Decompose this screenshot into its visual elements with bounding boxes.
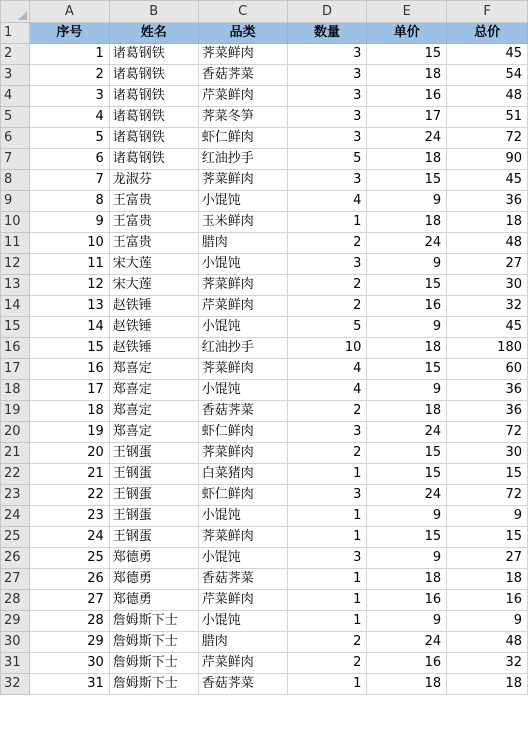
row-number-24[interactable]: 24	[1, 506, 30, 527]
cell[interactable]: 23	[29, 506, 109, 527]
cell[interactable]: 香菇荠菜	[198, 674, 287, 695]
cell[interactable]: 詹姆斯下士	[109, 632, 198, 653]
cell[interactable]: 红油抄手	[198, 338, 287, 359]
table-row	[1, 506, 528, 527]
cell[interactable]: 54	[447, 65, 528, 86]
cell[interactable]: 8	[29, 191, 109, 212]
column-header-f[interactable]: F	[447, 1, 528, 23]
cell[interactable]: 王富贵	[109, 191, 198, 212]
cell[interactable]: 2	[287, 233, 367, 254]
cell[interactable]: 詹姆斯下士	[109, 611, 198, 632]
cell[interactable]: 小馄饨	[198, 548, 287, 569]
table-row	[1, 170, 528, 191]
row-number-1[interactable]: 1	[1, 23, 30, 44]
row-number-23[interactable]: 23	[1, 485, 30, 506]
cell[interactable]: 2	[287, 275, 367, 296]
cell[interactable]: 20	[29, 443, 109, 464]
table-row	[1, 590, 528, 611]
row-number-29[interactable]: 29	[1, 611, 30, 632]
cell[interactable]: 小馄饨	[198, 611, 287, 632]
cell[interactable]: 24	[29, 527, 109, 548]
cell[interactable]: 32	[447, 296, 528, 317]
cell[interactable]: 11	[29, 254, 109, 275]
row-number-11[interactable]: 11	[1, 233, 30, 254]
cell[interactable]: 芹菜鲜肉	[198, 296, 287, 317]
row-number-32[interactable]: 32	[1, 674, 30, 695]
cell[interactable]: 龙淑芬	[109, 170, 198, 191]
table-row	[1, 359, 528, 380]
cell[interactable]: 18	[367, 149, 447, 170]
cell[interactable]: 19	[29, 422, 109, 443]
cell[interactable]: 香菇荠菜	[198, 401, 287, 422]
cell[interactable]: 4	[29, 107, 109, 128]
cell[interactable]: 王钢蛋	[109, 527, 198, 548]
cell[interactable]: 24	[367, 422, 447, 443]
header-cell[interactable]: 数量	[287, 23, 367, 44]
table-row	[1, 380, 528, 401]
cell[interactable]: 腊肉	[198, 632, 287, 653]
cell[interactable]: 9	[367, 506, 447, 527]
cell[interactable]: 22	[29, 485, 109, 506]
cell[interactable]: 31	[29, 674, 109, 695]
cell[interactable]: 2	[287, 632, 367, 653]
cell[interactable]: 荠菜鲜肉	[198, 170, 287, 191]
cell[interactable]: 30	[447, 275, 528, 296]
cell[interactable]: 16	[367, 296, 447, 317]
cell[interactable]: 诸葛钢铁	[109, 128, 198, 149]
cell[interactable]: 小馄饨	[198, 506, 287, 527]
table-row	[1, 674, 528, 695]
cell[interactable]: 48	[447, 86, 528, 107]
table-row	[1, 443, 528, 464]
cell[interactable]: 29	[29, 632, 109, 653]
header-cell[interactable]: 单价	[367, 23, 447, 44]
cell[interactable]: 红油抄手	[198, 149, 287, 170]
row-number-30[interactable]: 30	[1, 632, 30, 653]
cell[interactable]: 郑德勇	[109, 548, 198, 569]
cell[interactable]: 17	[29, 380, 109, 401]
cell[interactable]: 王钢蛋	[109, 464, 198, 485]
cell[interactable]: 1	[29, 44, 109, 65]
table-row	[1, 485, 528, 506]
cell[interactable]: 16	[29, 359, 109, 380]
table-row	[1, 65, 528, 86]
row-number-19[interactable]: 19	[1, 401, 30, 422]
cell[interactable]: 15	[367, 464, 447, 485]
cell[interactable]: 4	[287, 191, 367, 212]
table-row	[1, 128, 528, 149]
cell[interactable]: 48	[447, 233, 528, 254]
cell[interactable]: 郑德勇	[109, 590, 198, 611]
cell[interactable]: 赵铁锤	[109, 317, 198, 338]
cell[interactable]: 3	[287, 65, 367, 86]
cell[interactable]: 1	[287, 506, 367, 527]
cell[interactable]: 72	[447, 422, 528, 443]
cell[interactable]: 13	[29, 296, 109, 317]
cell[interactable]: 15	[447, 527, 528, 548]
cell[interactable]: 荠菜冬笋	[198, 107, 287, 128]
cell[interactable]: 30	[447, 443, 528, 464]
table-row	[1, 338, 528, 359]
cell[interactable]: 16	[447, 590, 528, 611]
table-row	[1, 611, 528, 632]
cell[interactable]: 4	[287, 380, 367, 401]
cell[interactable]: 郑喜定	[109, 401, 198, 422]
cell[interactable]: 1	[287, 611, 367, 632]
cell[interactable]: 9	[447, 611, 528, 632]
table-row	[1, 275, 528, 296]
cell[interactable]: 16	[367, 86, 447, 107]
cell[interactable]: 18	[367, 65, 447, 86]
row-number-20[interactable]: 20	[1, 422, 30, 443]
cell[interactable]: 2	[287, 443, 367, 464]
cell[interactable]: 郑德勇	[109, 569, 198, 590]
table-row	[1, 212, 528, 233]
cell[interactable]: 36	[447, 191, 528, 212]
row-number-10[interactable]: 10	[1, 212, 30, 233]
row-number-13[interactable]: 13	[1, 275, 30, 296]
column-header-a[interactable]: A	[29, 1, 109, 23]
row-number-31[interactable]: 31	[1, 653, 30, 674]
cell[interactable]: 腊肉	[198, 233, 287, 254]
cell[interactable]: 9	[29, 212, 109, 233]
cell[interactable]: 1	[287, 212, 367, 233]
cell[interactable]: 1	[287, 464, 367, 485]
cell[interactable]: 虾仁鲜肉	[198, 128, 287, 149]
cell[interactable]: 4	[287, 359, 367, 380]
cell[interactable]: 小馄饨	[198, 191, 287, 212]
cell[interactable]: 诸葛钢铁	[109, 149, 198, 170]
cell[interactable]: 2	[287, 401, 367, 422]
cell[interactable]: 3	[287, 485, 367, 506]
row-number-26[interactable]: 26	[1, 548, 30, 569]
cell[interactable]: 24	[367, 233, 447, 254]
cell[interactable]: 28	[29, 611, 109, 632]
cell[interactable]: 5	[287, 149, 367, 170]
table-row	[1, 149, 528, 170]
cell[interactable]: 15	[367, 527, 447, 548]
column-header-row	[1, 1, 528, 23]
cell[interactable]: 诸葛钢铁	[109, 44, 198, 65]
cell[interactable]: 180	[447, 338, 528, 359]
table-row	[1, 107, 528, 128]
table-row	[1, 548, 528, 569]
table-row	[1, 317, 528, 338]
row-number-2[interactable]: 2	[1, 44, 30, 65]
cell[interactable]: 王富贵	[109, 233, 198, 254]
cell[interactable]: 3	[287, 128, 367, 149]
cell[interactable]: 27	[447, 254, 528, 275]
table-row	[1, 401, 528, 422]
cell[interactable]: 荠菜鲜肉	[198, 275, 287, 296]
cell[interactable]: 1	[287, 569, 367, 590]
cell[interactable]: 27	[29, 590, 109, 611]
cell[interactable]: 香菇荠菜	[198, 569, 287, 590]
cell[interactable]: 诸葛钢铁	[109, 65, 198, 86]
cell[interactable]: 72	[447, 128, 528, 149]
cell[interactable]: 王钢蛋	[109, 485, 198, 506]
cell[interactable]: 2	[287, 653, 367, 674]
cell[interactable]: 15	[447, 464, 528, 485]
cell[interactable]: 2	[287, 296, 367, 317]
cell[interactable]: 45	[447, 44, 528, 65]
cell[interactable]: 虾仁鲜肉	[198, 422, 287, 443]
cell[interactable]: 24	[367, 128, 447, 149]
row-number-21[interactable]: 21	[1, 443, 30, 464]
cell[interactable]: 24	[367, 485, 447, 506]
cell[interactable]: 45	[447, 170, 528, 191]
cell[interactable]: 3	[287, 254, 367, 275]
cell[interactable]: 1	[287, 590, 367, 611]
cell[interactable]: 10	[287, 338, 367, 359]
cell[interactable]: 郑喜定	[109, 380, 198, 401]
column-header-b[interactable]: B	[109, 1, 198, 23]
row-number-6[interactable]: 6	[1, 128, 30, 149]
table-row	[1, 44, 528, 65]
cell[interactable]: 荠菜鲜肉	[198, 44, 287, 65]
row-number-17[interactable]: 17	[1, 359, 30, 380]
row-number-27[interactable]: 27	[1, 569, 30, 590]
cell[interactable]: 60	[447, 359, 528, 380]
cell[interactable]: 18	[367, 569, 447, 590]
cell[interactable]: 16	[367, 653, 447, 674]
cell[interactable]: 7	[29, 170, 109, 191]
table-row	[1, 527, 528, 548]
cell[interactable]: 小馄饨	[198, 254, 287, 275]
cell[interactable]: 18	[447, 212, 528, 233]
row-number-16[interactable]: 16	[1, 338, 30, 359]
cell[interactable]: 15	[367, 443, 447, 464]
cell[interactable]: 18	[367, 338, 447, 359]
cell[interactable]: 9	[367, 254, 447, 275]
table-row	[1, 632, 528, 653]
cell[interactable]: 1	[287, 674, 367, 695]
table-row	[1, 653, 528, 674]
cell[interactable]: 荠菜鲜肉	[198, 359, 287, 380]
table-header-row	[1, 23, 528, 44]
cell[interactable]: 27	[447, 548, 528, 569]
row-number-18[interactable]: 18	[1, 380, 30, 401]
cell[interactable]: 玉米鲜肉	[198, 212, 287, 233]
table-row	[1, 233, 528, 254]
table-row	[1, 464, 528, 485]
cell[interactable]: 3	[287, 86, 367, 107]
cell[interactable]: 王钢蛋	[109, 506, 198, 527]
cell[interactable]: 芹菜鲜肉	[198, 86, 287, 107]
table-row	[1, 191, 528, 212]
cell[interactable]: 荠菜鲜肉	[198, 527, 287, 548]
cell[interactable]: 诸葛钢铁	[109, 107, 198, 128]
cell[interactable]: 郑喜定	[109, 422, 198, 443]
cell[interactable]: 诸葛钢铁	[109, 86, 198, 107]
cell[interactable]: 9	[367, 611, 447, 632]
row-number-3[interactable]: 3	[1, 65, 30, 86]
cell[interactable]: 36	[447, 380, 528, 401]
row-number-22[interactable]: 22	[1, 464, 30, 485]
row-number-4[interactable]: 4	[1, 86, 30, 107]
row-number-9[interactable]: 9	[1, 191, 30, 212]
cell[interactable]: 詹姆斯下士	[109, 653, 198, 674]
cell[interactable]: 王富贵	[109, 212, 198, 233]
cell[interactable]: 9	[367, 380, 447, 401]
cell[interactable]: 72	[447, 485, 528, 506]
cell[interactable]: 12	[29, 275, 109, 296]
cell[interactable]: 51	[447, 107, 528, 128]
cell[interactable]: 10	[29, 233, 109, 254]
cell[interactable]: 赵铁锤	[109, 338, 198, 359]
cell[interactable]: 荠菜鲜肉	[198, 443, 287, 464]
cell[interactable]: 小馄饨	[198, 317, 287, 338]
cell[interactable]: 赵铁锤	[109, 296, 198, 317]
row-number-25[interactable]: 25	[1, 527, 30, 548]
cell[interactable]: 90	[447, 149, 528, 170]
row-number-12[interactable]: 12	[1, 254, 30, 275]
cell[interactable]: 3	[287, 548, 367, 569]
cell[interactable]: 2	[29, 65, 109, 86]
cell[interactable]: 宋大莲	[109, 275, 198, 296]
cell[interactable]: 香菇荠菜	[198, 65, 287, 86]
table-row	[1, 86, 528, 107]
cell[interactable]: 芹菜鲜肉	[198, 653, 287, 674]
cell[interactable]: 48	[447, 632, 528, 653]
cell[interactable]: 25	[29, 548, 109, 569]
select-all-corner[interactable]	[1, 1, 30, 23]
cell[interactable]: 5	[29, 128, 109, 149]
cell[interactable]: 宋大莲	[109, 254, 198, 275]
cell[interactable]: 26	[29, 569, 109, 590]
row-number-28[interactable]: 28	[1, 590, 30, 611]
row-number-15[interactable]: 15	[1, 317, 30, 338]
cell[interactable]: 郑喜定	[109, 359, 198, 380]
row-number-14[interactable]: 14	[1, 296, 30, 317]
cell[interactable]: 3	[287, 170, 367, 191]
cell[interactable]: 小馄饨	[198, 380, 287, 401]
cell[interactable]: 14	[29, 317, 109, 338]
row-number-7[interactable]: 7	[1, 149, 30, 170]
cell[interactable]: 18	[447, 569, 528, 590]
cell[interactable]: 9	[367, 191, 447, 212]
cell[interactable]: 3	[287, 44, 367, 65]
cell[interactable]: 9	[367, 548, 447, 569]
cell[interactable]: 30	[29, 653, 109, 674]
cell[interactable]: 21	[29, 464, 109, 485]
cell[interactable]: 18	[447, 674, 528, 695]
column-header-c[interactable]: C	[198, 1, 287, 23]
cell[interactable]: 45	[447, 317, 528, 338]
cell[interactable]: 17	[367, 107, 447, 128]
cell[interactable]: 1	[287, 527, 367, 548]
cell[interactable]: 白菜猪肉	[198, 464, 287, 485]
cell[interactable]: 15	[367, 170, 447, 191]
cell[interactable]: 3	[287, 107, 367, 128]
cell[interactable]: 3	[29, 86, 109, 107]
cell[interactable]: 16	[367, 590, 447, 611]
cell[interactable]: 9	[447, 506, 528, 527]
cell[interactable]: 虾仁鲜肉	[198, 485, 287, 506]
row-number-8[interactable]: 8	[1, 170, 30, 191]
cell[interactable]: 32	[447, 653, 528, 674]
cell[interactable]: 15	[367, 44, 447, 65]
header-cell[interactable]: 总价	[447, 23, 528, 44]
cell[interactable]: 36	[447, 401, 528, 422]
cell[interactable]: 6	[29, 149, 109, 170]
cell[interactable]: 24	[367, 632, 447, 653]
cell[interactable]: 5	[287, 317, 367, 338]
column-header-e[interactable]: E	[367, 1, 447, 23]
table-row	[1, 422, 528, 443]
table-row	[1, 254, 528, 275]
cell[interactable]: 芹菜鲜肉	[198, 590, 287, 611]
cell[interactable]: 18	[367, 212, 447, 233]
cell[interactable]: 15	[367, 359, 447, 380]
column-header-d[interactable]: D	[287, 1, 367, 23]
cell[interactable]: 詹姆斯下士	[109, 674, 198, 695]
header-cell[interactable]: 品类	[198, 23, 287, 44]
cell[interactable]: 9	[367, 317, 447, 338]
cell[interactable]: 3	[287, 422, 367, 443]
cell[interactable]: 15	[29, 338, 109, 359]
table-row	[1, 569, 528, 590]
header-cell[interactable]: 姓名	[109, 23, 198, 44]
cell[interactable]: 王钢蛋	[109, 443, 198, 464]
cell[interactable]: 18	[367, 401, 447, 422]
cell[interactable]: 18	[367, 674, 447, 695]
cell[interactable]: 18	[29, 401, 109, 422]
header-cell[interactable]: 序号	[29, 23, 109, 44]
table-row	[1, 296, 528, 317]
row-number-5[interactable]: 5	[1, 107, 30, 128]
cell[interactable]: 15	[367, 275, 447, 296]
